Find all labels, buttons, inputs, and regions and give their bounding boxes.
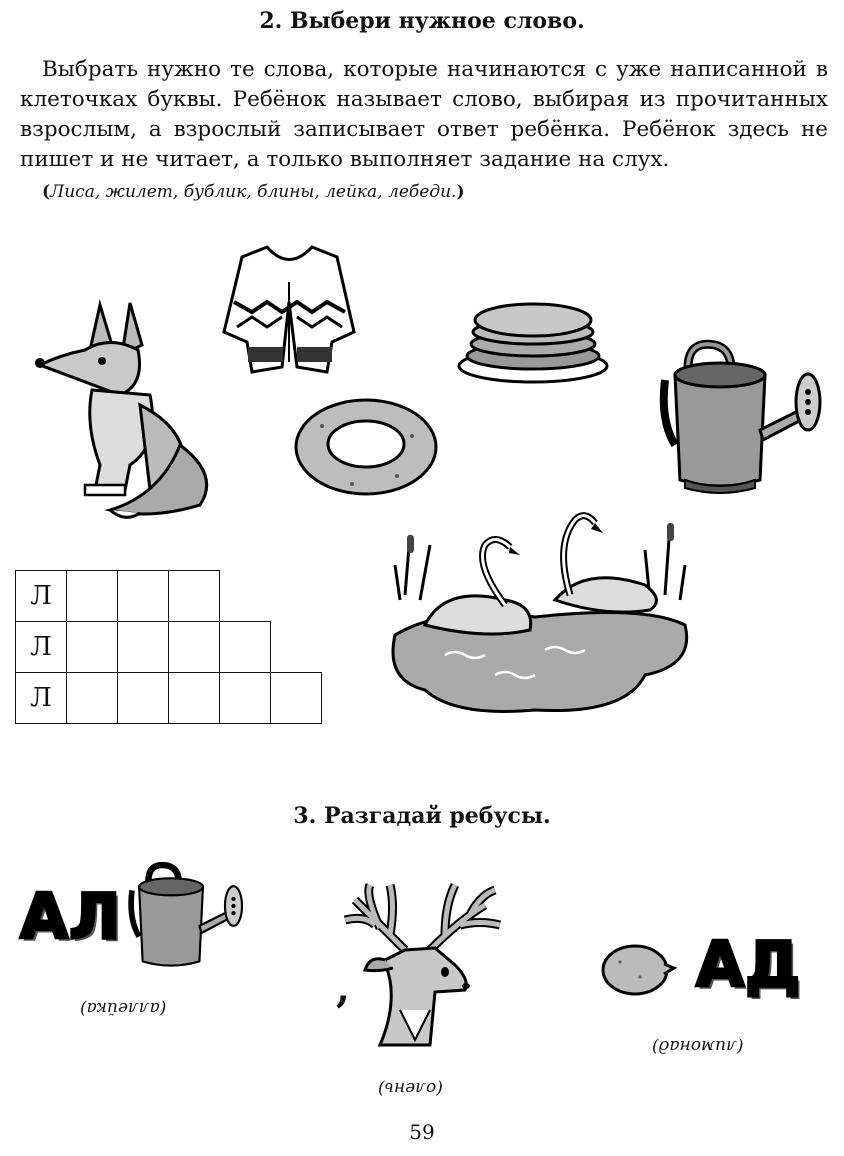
grid-cell[interactable] [169,673,220,724]
rebus1-letters: АЛ [20,880,122,953]
rebus3-letters: АД [696,928,802,1001]
grid-letter: Л [16,673,67,724]
lemon-picture [600,942,675,997]
grid-letter: Л [16,571,67,622]
rebus2-comma: , [336,965,350,1012]
grid-cell[interactable] [118,673,169,724]
grid-cell[interactable] [169,571,220,622]
grid-cell[interactable] [220,673,271,724]
grid-cell[interactable] [118,571,169,622]
grid-empty [271,571,322,622]
task3-heading: 3. Разгадай ребусы. [293,803,551,829]
swans-picture [385,505,695,720]
word-list-hint [42,182,465,202]
grid-empty [271,622,322,673]
grid-empty [220,571,271,622]
hint-close-paren: ) [456,182,465,202]
grid-row-1 [16,571,322,622]
grid-row-3 [16,673,322,724]
vest-picture [222,242,357,382]
rebus3-answer: (лимонад) [652,1036,744,1056]
grid-row-2 [16,622,322,673]
bagel-picture [292,396,440,498]
task2-heading: 2. Выбери нужное слово. [259,8,585,34]
fox-picture [30,295,220,525]
rebus1-answer: (аллейка) [80,998,167,1018]
letter-grid [15,570,322,724]
instructions-text: Выбрать нужно те слова, которые начинаются с уже написанной в клеточках буквы. Ребёнок называет слово, выбирая из прочитанных взрослым, а взрослый записывает ответ ребёнка. Ребёнок здесь не пишет и не читает, а только выполняет задание на слух. [20,57,828,172]
letter-grid-table [15,570,322,724]
grid-cell[interactable] [220,622,271,673]
word-list: Лиса, жилет, бублик, блины, лейка, лебеди. [50,182,457,202]
deer-picture [335,880,505,1050]
hint-open-paren: ( [42,182,51,202]
page-number: 59 [409,1120,435,1144]
rebus1-watering-can-picture [128,862,246,972]
grid-cell[interactable] [67,571,118,622]
grid-cell[interactable] [67,673,118,724]
watering-can-picture [660,340,825,495]
task2-instructions [20,55,828,175]
grid-cell[interactable] [271,673,322,724]
grid-cell[interactable] [118,622,169,673]
pancakes-picture [455,298,610,386]
grid-letter: Л [16,622,67,673]
grid-cell[interactable] [169,622,220,673]
grid-cell[interactable] [67,622,118,673]
rebus2-answer: (олень) [378,1078,443,1098]
